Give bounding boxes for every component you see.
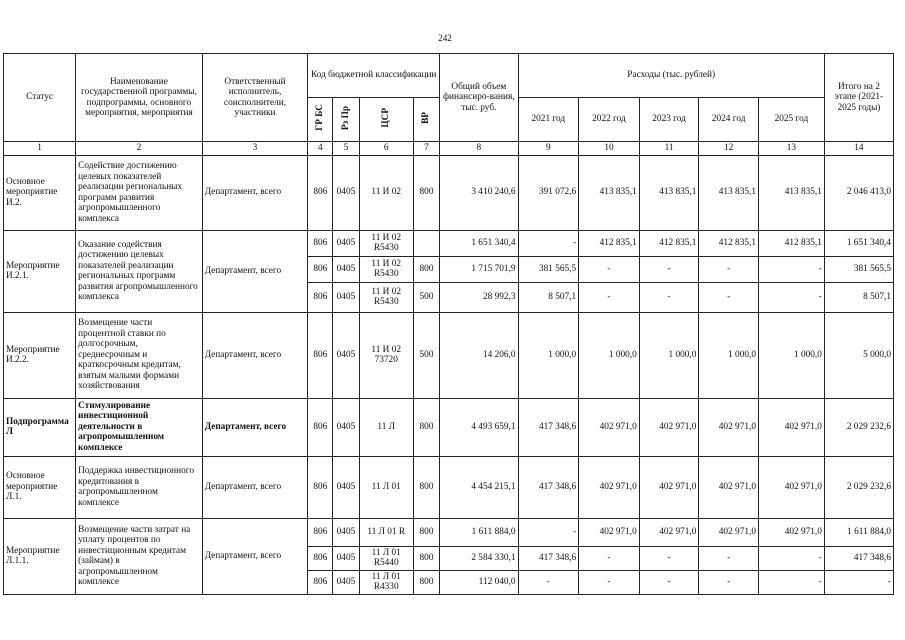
row-executor: Департамент, всего	[202, 456, 308, 518]
header-budget-code: Код бюджетной классификации	[308, 54, 440, 98]
column-number-row	[4, 142, 894, 156]
cell-vr: 800	[413, 398, 439, 456]
row-name: Возмещение части процентной ставки по долгосрочным, среднесрочным и краткосрочным кредитам, взятым малыми формами хозяйствования	[76, 312, 203, 398]
cell-csr: 11 Л 01 R4330	[359, 570, 413, 594]
cell-grbs: 806	[308, 230, 333, 256]
row-status: Основное мероприятие И.2.	[4, 155, 76, 230]
cell-2024: 402 971,0	[699, 398, 759, 456]
cell-grbs: 806	[308, 312, 333, 398]
cell-2021: 381 565,5	[518, 256, 579, 282]
cell-2021: 417 348,6	[518, 546, 579, 570]
cell-vr: 800	[413, 518, 439, 546]
cell-2021: 391 072,6	[518, 155, 579, 230]
column-number: 8	[440, 142, 518, 156]
cell-2021: -	[518, 230, 579, 256]
header-grbs: ГР БС	[308, 98, 333, 142]
cell-grbs: 806	[308, 282, 333, 312]
header-year-2024: 2024 год	[699, 98, 759, 142]
cell-2021: 8 507,1	[518, 282, 579, 312]
header-total: Общий объем финансиро-вания, тыс. руб.	[440, 54, 518, 142]
header-year-2021: 2021 год	[518, 98, 579, 142]
cell-total: 28 992,3	[440, 282, 518, 312]
cell-2022: -	[579, 546, 640, 570]
row-status: Мероприятие И.2.1.	[4, 230, 76, 312]
column-number: 3	[202, 142, 308, 156]
cell-2025: 1 000,0	[758, 312, 824, 398]
cell-rzpr: 0405	[333, 155, 359, 230]
column-number: 14	[824, 142, 893, 156]
cell-csr: 11 Л 01	[359, 456, 413, 518]
cell-rzpr: 0405	[333, 282, 359, 312]
cell-grbs: 806	[308, 546, 333, 570]
cell-2025: 402 971,0	[758, 518, 824, 546]
cell-2022: 412 835,1	[579, 230, 640, 256]
cell-2024: -	[699, 282, 759, 312]
budget-table	[3, 53, 894, 595]
cell-rzpr: 0405	[333, 256, 359, 282]
cell-2024: -	[699, 546, 759, 570]
cell-rzpr: 0405	[333, 456, 359, 518]
column-number: 11	[639, 142, 699, 156]
cell-2021: 1 000,0	[518, 312, 579, 398]
cell-grbs: 806	[308, 256, 333, 282]
cell-rzpr: 0405	[333, 518, 359, 546]
header-csr: ЦСР	[359, 98, 413, 142]
cell-stage-total: 5 000,0	[824, 312, 893, 398]
cell-csr: 11 И 02 R5430	[359, 282, 413, 312]
cell-total: 1 715 701,9	[440, 256, 518, 282]
table-row	[4, 155, 894, 230]
cell-csr: 11 И 02	[359, 155, 413, 230]
cell-2023: -	[639, 546, 699, 570]
table-row	[4, 518, 894, 546]
row-status: Основное мероприятие Л.1.	[4, 456, 76, 518]
cell-2023: -	[639, 256, 699, 282]
cell-2025: 402 971,0	[758, 398, 824, 456]
cell-2023: 402 971,0	[639, 456, 699, 518]
cell-total: 112 040,0	[440, 570, 518, 594]
cell-grbs: 806	[308, 518, 333, 546]
cell-stage-total: 1 611 884,0	[824, 518, 893, 546]
cell-stage-total: 381 565,5	[824, 256, 893, 282]
cell-vr: 500	[413, 282, 439, 312]
cell-2023: -	[639, 570, 699, 594]
header-expenses: Расходы (тыс. рублей)	[518, 54, 824, 98]
cell-2025: 413 835,1	[758, 155, 824, 230]
cell-stage-total: 1 651 340,4	[824, 230, 893, 256]
row-executor: Департамент, всего	[202, 155, 308, 230]
row-status: Подпрограмма Л	[4, 398, 76, 456]
row-executor: Департамент, всего	[202, 518, 308, 594]
column-number: 2	[76, 142, 203, 156]
cell-vr: 800	[413, 546, 439, 570]
cell-2022: 402 971,0	[579, 398, 640, 456]
cell-total: 2 584 330,1	[440, 546, 518, 570]
cell-2022: 402 971,0	[579, 518, 640, 546]
cell-2023: 412 835,1	[639, 230, 699, 256]
header-executor: Ответственный исполнитель, соисполнители, участники	[202, 54, 308, 142]
cell-2022: -	[579, 282, 640, 312]
header-status: Статус	[4, 54, 76, 142]
cell-2021: -	[518, 518, 579, 546]
cell-2023: 402 971,0	[639, 398, 699, 456]
cell-2024: 402 971,0	[699, 456, 759, 518]
cell-stage-total: 417 348,6	[824, 546, 893, 570]
column-number: 1	[4, 142, 76, 156]
cell-csr: 11 И 02 R5430	[359, 256, 413, 282]
cell-rzpr: 0405	[333, 398, 359, 456]
cell-2023: 413 835,1	[639, 155, 699, 230]
column-number: 5	[333, 142, 359, 156]
row-status: Мероприятие Л.1.1.	[4, 518, 76, 594]
cell-vr: 800	[413, 256, 439, 282]
header-name: Наименование государственной программы, подпрограммы, основного мероприятия, мероприятия	[76, 54, 203, 142]
cell-csr: 11 Л 01 R5440	[359, 546, 413, 570]
row-name: Стимулирование инвестиционной деятельности в агропромышленном комплексе	[76, 398, 203, 456]
cell-2025: 412 835,1	[758, 230, 824, 256]
cell-2023: -	[639, 282, 699, 312]
column-number: 6	[359, 142, 413, 156]
row-name: Содействие достижению целевых показателей реализации региональных программ развития агропромышленного комплекса	[76, 155, 203, 230]
cell-2021: -	[518, 570, 579, 594]
cell-2023: 402 971,0	[639, 518, 699, 546]
cell-stage-total: -	[824, 570, 893, 594]
cell-vr	[413, 230, 439, 256]
column-number: 7	[413, 142, 439, 156]
cell-2022: 413 835,1	[579, 155, 640, 230]
cell-total: 3 410 240,6	[440, 155, 518, 230]
row-name: Оказание содействия достижению целевых показателей реализации региональных программ развития агропромышленного комплекса	[76, 230, 203, 312]
cell-total: 1 611 884,0	[440, 518, 518, 546]
table-row	[4, 398, 894, 456]
cell-rzpr: 0405	[333, 546, 359, 570]
column-number: 9	[518, 142, 579, 156]
header-stage-total: Итого на 2 этапе (2021-2025 годы)	[824, 54, 893, 142]
header-vr: ВР	[413, 98, 439, 142]
cell-2024: 402 971,0	[699, 518, 759, 546]
cell-rzpr: 0405	[333, 570, 359, 594]
table-row	[4, 230, 894, 256]
cell-rzpr: 0405	[333, 230, 359, 256]
cell-2024: -	[699, 256, 759, 282]
table-row	[4, 312, 894, 398]
cell-stage-total: 2 046 413,0	[824, 155, 893, 230]
row-executor: Департамент, всего	[202, 312, 308, 398]
header-year-2022: 2022 год	[579, 98, 640, 142]
cell-csr: 11 И 02 73720	[359, 312, 413, 398]
cell-2022: 402 971,0	[579, 456, 640, 518]
column-number: 4	[308, 142, 333, 156]
cell-2024: -	[699, 570, 759, 594]
header-rzpr: Рз Пр	[333, 98, 359, 142]
cell-stage-total: 8 507,1	[824, 282, 893, 312]
cell-rzpr: 0405	[333, 312, 359, 398]
cell-total: 4 454 215,1	[440, 456, 518, 518]
cell-total: 1 651 340,4	[440, 230, 518, 256]
header-year-2023: 2023 год	[639, 98, 699, 142]
cell-2022: 1 000,0	[579, 312, 640, 398]
cell-csr: 11 Л	[359, 398, 413, 456]
cell-2021: 417 348,6	[518, 398, 579, 456]
cell-2022: -	[579, 570, 640, 594]
cell-2025: -	[758, 570, 824, 594]
cell-vr: 800	[413, 570, 439, 594]
cell-2024: 1 000,0	[699, 312, 759, 398]
cell-2025: -	[758, 256, 824, 282]
cell-csr: 11 И 02 R5430	[359, 230, 413, 256]
column-number: 12	[699, 142, 759, 156]
cell-2025: -	[758, 282, 824, 312]
row-name: Поддержка инвестиционного кредитования в агропромышленном комплексе	[76, 456, 203, 518]
cell-grbs: 806	[308, 155, 333, 230]
header-year-2025: 2025 год	[758, 98, 824, 142]
cell-2021: 417 348,6	[518, 456, 579, 518]
cell-stage-total: 2 029 232,6	[824, 398, 893, 456]
cell-grbs: 806	[308, 398, 333, 456]
cell-grbs: 806	[308, 456, 333, 518]
cell-csr: 11 Л 01 R	[359, 518, 413, 546]
cell-total: 14 206,0	[440, 312, 518, 398]
column-number: 10	[579, 142, 640, 156]
cell-2025: 402 971,0	[758, 456, 824, 518]
cell-grbs: 806	[308, 570, 333, 594]
cell-vr: 800	[413, 155, 439, 230]
table-row	[4, 456, 894, 518]
row-name: Возмещение части затрат на уплату процентов по инвестиционным кредитам (займам) в агропромышленном комплексе	[76, 518, 203, 594]
page-number: 242	[438, 33, 452, 43]
row-status: Мероприятие И.2.2.	[4, 312, 76, 398]
cell-vr: 800	[413, 456, 439, 518]
cell-2025: -	[758, 546, 824, 570]
cell-2024: 412 835,1	[699, 230, 759, 256]
cell-2022: -	[579, 256, 640, 282]
row-executor: Департамент, всего	[202, 398, 308, 456]
row-executor: Департамент, всего	[202, 230, 308, 312]
cell-2023: 1 000,0	[639, 312, 699, 398]
column-number: 13	[758, 142, 824, 156]
cell-total: 4 493 659,1	[440, 398, 518, 456]
cell-2024: 413 835,1	[699, 155, 759, 230]
cell-stage-total: 2 029 232,6	[824, 456, 893, 518]
cell-vr: 500	[413, 312, 439, 398]
